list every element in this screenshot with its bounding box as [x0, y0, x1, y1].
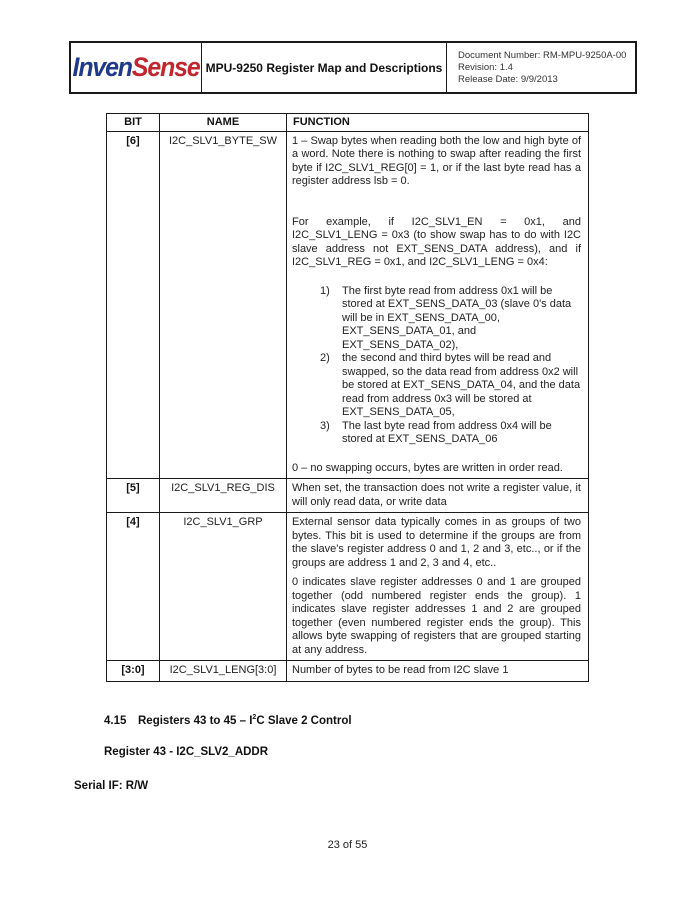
- section-title-post: C Slave 2 Control: [256, 714, 352, 727]
- function-cell: [287, 661, 589, 682]
- table-row: [107, 661, 589, 682]
- document-title: MPU-9250 Register Map and Descriptions: [202, 43, 447, 92]
- logo-part-2: Sense: [131, 52, 200, 82]
- bit-cell: [6]: [107, 131, 160, 479]
- document-header: [69, 41, 637, 94]
- section-number: 4.15: [104, 714, 127, 727]
- page-number: 23 of 55: [327, 839, 368, 851]
- release-date: Release Date: 9/9/2013: [458, 73, 558, 85]
- function-paragraph: 0 indicates slave register addresses 0 and 1 are grouped together (odd numbered register ends the group). 1 indicates slave register addresses 1 and 2 are grouped together (even numbered register ends the group). This allows byte swapping of registers that are grouped starting at any address.: [292, 576, 581, 656]
- function-paragraph: For example, if I2C_SLV1_EN = 0x1, and I2C_SLV1_LENG = 0x3 (to show swap has to do with I2C slave address not EXT_SENS_DATA address), and if I2C_SLV1_REG = 0x1, and I2C_SLV1_LENG = 0x4:: [292, 215, 581, 268]
- name-cell: I2C_SLV1_BYTE_SW: [160, 131, 287, 479]
- table-row: [107, 479, 589, 513]
- function-paragraph: 1 – Swap bytes when reading both the low and high byte of a word. Note there is nothing to swap after reading the first byte if I2C_SLV1_REG[0] = 1, or if the last byte read has a register address lsb = 0.: [292, 134, 581, 187]
- bit-cell: [5]: [107, 479, 160, 513]
- column-header-name: NAME: [160, 114, 287, 132]
- list-item: [292, 285, 581, 353]
- table-row: [107, 513, 589, 661]
- list-text: The last byte read from address 0x4 will be stored at EXT_SENS_DATA_06: [342, 419, 552, 445]
- name-cell: I2C_SLV1_REG_DIS: [160, 479, 287, 513]
- function-cell: [287, 479, 589, 513]
- function-cell: [287, 131, 589, 479]
- list-item: [292, 420, 581, 447]
- function-paragraph: 0 – no swapping occurs, bytes are written in order read.: [292, 461, 563, 474]
- list-text: the second and third bytes will be read and swapped, so the data read from address 0x2 will be stored at EXT_SENS_DATA_04, and the data read from address 0x3 will be stored at EXT_SENS_DATA_05,: [342, 352, 581, 418]
- document-number: Document Number: RM-MPU-9250A-00: [458, 49, 627, 61]
- function-cell: [287, 513, 589, 661]
- name-cell: I2C_SLV1_GRP: [160, 513, 287, 661]
- list-text: The first byte read from address 0x1 will be stored at EXT_SENS_DATA_03 (slave 0's data will be in EXT_SENS_DATA_00, EXT_SENS_DATA_01, and EXT_SENS_DATA_02),: [342, 284, 572, 351]
- bit-cell: [3:0]: [107, 661, 160, 682]
- name-cell: I2C_SLV1_LENG[3:0]: [160, 661, 287, 682]
- function-paragraph: External sensor data typically comes in as groups of two bytes. This bit is used to determine if the groups are from the slave's register address 0 and 1, 2 and 3, etc.., or if the groups are address 1 and 2, 3 and 4, etc..: [292, 516, 581, 569]
- invensense-logo: [72, 52, 199, 83]
- list-number: 3): [320, 419, 330, 432]
- column-header-bit: BIT: [107, 114, 160, 132]
- section-heading: [104, 714, 352, 727]
- bit-cell: [4]: [107, 513, 160, 661]
- register-heading: Register 43 - I2C_SLV2_ADDR: [104, 746, 269, 758]
- logo-part-1: Inven: [72, 52, 132, 82]
- register-bit-table: [106, 113, 589, 682]
- revision: Revision: 1.4: [458, 61, 513, 73]
- function-paragraph: When set, the transaction does not write a register value, it will only read data, or write data: [292, 482, 581, 508]
- section-title-superscript: 2: [252, 714, 257, 721]
- document-meta: [447, 43, 635, 92]
- column-header-function: FUNCTION: [287, 114, 589, 132]
- steps-list: [292, 285, 581, 447]
- table-header-row: [107, 114, 589, 132]
- list-number: 1): [320, 284, 330, 297]
- serial-if-label: Serial IF: R/W: [74, 780, 149, 792]
- table-row: [107, 131, 589, 479]
- list-item: [292, 352, 581, 420]
- logo-cell: [71, 43, 202, 92]
- section-title-pre: Registers 43 to 45 – I: [138, 714, 253, 727]
- list-number: 2): [320, 352, 330, 364]
- function-paragraph: Number of bytes to be read from I2C slave 1: [292, 664, 509, 676]
